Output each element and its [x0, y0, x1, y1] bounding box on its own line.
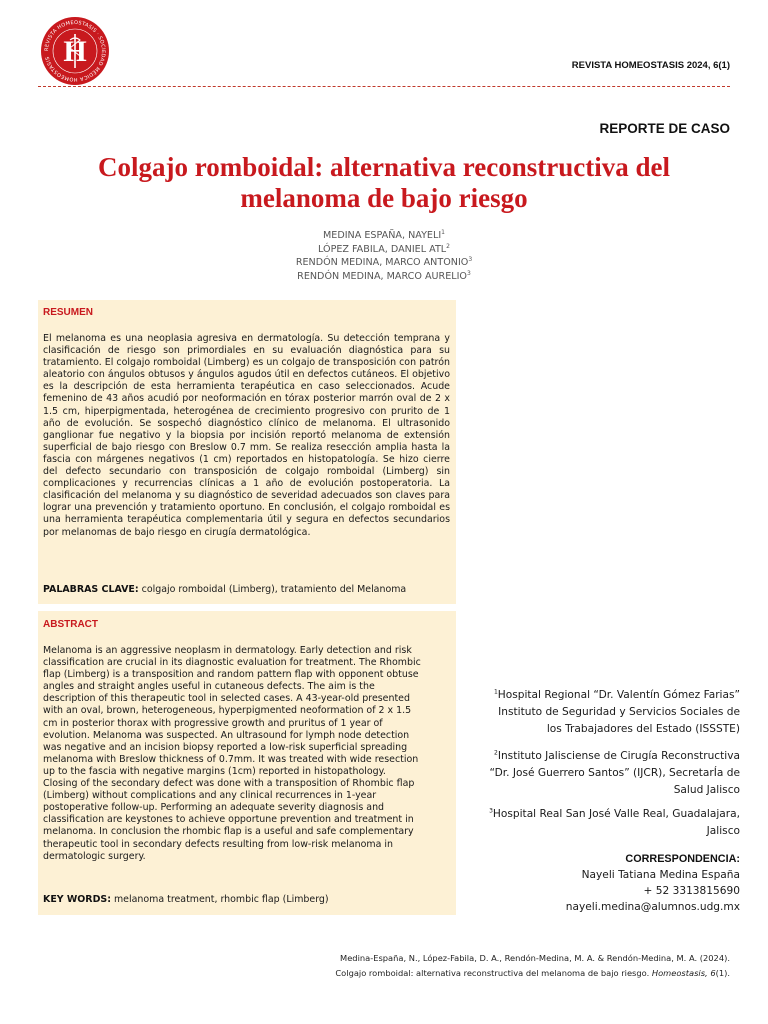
affiliation-2: $^2$Instituto Jalisciense de Cirugía Reconstructiva “Dr. José Guerrero Santos” (IJCR), SecretarÍa de Salud Jalisco — [489, 749, 740, 796]
abstract-line: Closing of the secondary defect was done with a transposition of Rhombic flap — [43, 778, 415, 790]
resumen-text: El melanoma es una neoplasia agresiva en dermatología. Su detección temprana y clasificación de riesgo son primordiales en su evaluación diagnóstica para su tratamiento. El colgajo romboidal (Limberg) es un colgajo de transposición con patrón aleatorio con ángulos obtusos y ángulos agudos útil en defectos cutáneos. El objetivo es la descripción de esta herramienta terapéutica en caso seleccionados. Acude femenino de 43 años acudió por neoformación en tórax posterior marrón oval de 2 x 1.5 cm, hiperpigmentada, heterogénea de crecimiento progresivo con prurito de 1 año de evolución. Se sospechó diagnóstico clínico de melanoma. El ultrasonido ganglionar fue negativo y la biopsia por incisión reportó melanoma de extensión superficial de bajo riesgo con Breslow 0.7 mm. Se realiza resección amplia hasta la fascia con márgenes negativos (1 cm) reportados en histopatología. Se hizo cierre del defecto secundario con transposición de colgajo romboidal (Limberg) sin complicaciones y recurrencias clínicas a 1 año de evolución postoperatoria. La clasificación del melanoma y su diagnóstico de severidad adecuados son claves para lograr una prevención y tratamiento oportuno. En conclusión, el colgajo romboidal es una herramienta terapéutica complementaria útil y segura en defectos secundarios por melanomas de bajo riesgo en cirugía dermatológica. — [43, 333, 450, 538]
header-divider — [38, 86, 730, 87]
abstract-line: (Limberg) without complications and any clinical recurrences in 1-year — [43, 790, 377, 802]
journal-citation-header: REVISTA HOMEOSTASIS 2024, 6(1) — [571, 60, 730, 71]
abstract-line: up to the fascia with negative margins (1cm) reported in histopathology. — [43, 765, 386, 777]
keywords-label: PALABRAS CLAVE: — [43, 584, 139, 595]
resumen-keywords — [43, 584, 450, 595]
abstract-line: classification are crucial in its diagnostic evaluation for treatment. The Rhombic — [43, 657, 421, 669]
abstract-text — [43, 645, 450, 863]
abstract-line: melanoma with Breslow thickness of 0.7mm. It was treated with wide resection — [43, 753, 419, 765]
keywords-label: KEY WORDS: — [43, 894, 111, 905]
author: MEDINA ESPAÑA, NAYELI$^1$ — [323, 228, 445, 241]
abstract-line: dermatologic surgery. — [43, 850, 146, 862]
abstract-line: was negative and an incision biopsy reported a low-risk superficial spreading — [43, 741, 408, 753]
correspondence — [566, 851, 740, 915]
title-line-2: melanoma de bajo riesgo — [240, 183, 528, 213]
author: RENDÓN MEDINA, MARCO ANTONIO$^3$ — [295, 255, 473, 268]
resumen-heading: RESUMEN — [43, 307, 94, 318]
citation-footer — [335, 951, 730, 981]
abstract-box — [38, 611, 456, 915]
abstract-line: therapeutic tool in secondary defects resulting from low-risk melanoma in — [43, 838, 393, 850]
author-list — [0, 229, 768, 283]
title-line-1: Colgajo romboidal: alternativa reconstructiva del — [98, 152, 670, 182]
abstract-line: classification are keystones to achieve opportune prevention and treatment in — [43, 814, 414, 826]
abstract-line: angles and straight angles useful in cutaneous defects. The aim is the — [43, 681, 375, 693]
affiliation-1: $^1$Hospital Regional “Dr. Valentín Gómez Farias” Instituto de Seguridad y Servicios Sociales de los Trabajadores del Estado (ISSSTE) — [493, 688, 740, 735]
citation-line-2: Colgajo romboidal: alternativa reconstructiva del melanoma de bajo riesgo. Homeostasis, 6(1). — [335, 968, 730, 978]
abstract-line: postoperative follow-up. Performing an adequate severity diagnosis and — [43, 802, 385, 814]
abstract-line: cm in posterior thorax with progressive growth and pruritus of 1 year of — [43, 717, 383, 729]
correspondence-heading: CORRESPONDENCIA: — [625, 853, 740, 865]
abstract-line: Melanoma is an aggressive neoplasm in dermatology. Early detection and risk — [43, 645, 412, 656]
affiliation-3: $^3$Hospital Real San José Valle Real, Guadalajara, Jalisco — [489, 807, 740, 837]
citation-line-1: Medina-España, N., López-Fabila, D. A., Rendón-Medina, M. A. & Rendón-Medina, M. A. (2024). — [340, 953, 730, 963]
correspondence-email[interactable]: nayeli.medina@alumnos.udg.mx — [565, 901, 740, 913]
abstract-line: melanoma. In conclusion the rhombic flap is a useful and safe complementary — [43, 826, 414, 838]
abstract-line: evolution. Melanoma was suspected. An ultrasound for lymph node detection — [43, 729, 410, 741]
resumen-box — [38, 300, 456, 604]
abstract-line: flap (Limberg) is a transposition and random pattern flap with opponent obtuse — [43, 669, 419, 681]
correspondence-name: Nayeli Tatiana Medina España — [581, 869, 740, 881]
keywords-value: colgajo romboidal (Limberg), tratamiento del Melanoma — [141, 584, 407, 595]
abstract-line: with an oval, brown, heterogeneous, hyperpigmented neoformation of 2 x 1.5 — [43, 705, 412, 717]
abstract-keywords — [43, 894, 450, 905]
abstract-line: description of this therapeutic tool in selected cases. A 43-year-old presented — [43, 693, 410, 705]
author: LÓPEZ FABILA, DANIEL ATL$^2$ — [318, 242, 450, 255]
abstract-heading: ABSTRACT — [43, 619, 98, 630]
logo-letter: H — [63, 35, 87, 68]
author: RENDÓN MEDINA, MARCO AURELIO$^3$ — [297, 269, 471, 282]
logo-ring-text: REVISTA HOMEOSTASIS · SOCIEDAD MÉDICA HOMEOSTASIS — [43, 19, 107, 83]
article-title — [30, 152, 738, 214]
article-type: REPORTE DE CASO — [599, 121, 730, 136]
correspondence-phone: + 52 3313815690 — [643, 885, 740, 897]
journal-logo — [40, 16, 110, 86]
keywords-value: melanoma treatment, rhombic flap (Limberg) — [113, 894, 329, 905]
